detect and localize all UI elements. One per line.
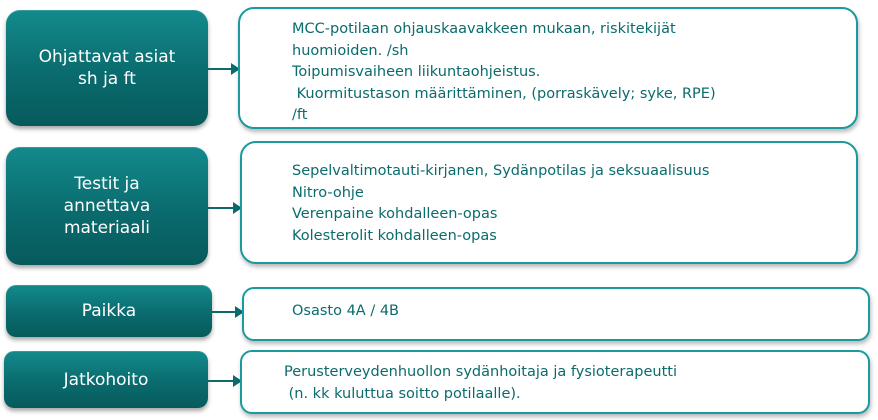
label-box-ohjattavat-asiat <box>6 10 208 126</box>
label-text: Ohjattavat asiat sh ja ft <box>38 47 176 89</box>
content-line: huomioiden. /sh <box>292 42 409 59</box>
content-line: (n. kk kuluttua soitto potilaalle). <box>284 385 521 402</box>
content-box-jatkohoito <box>240 350 870 414</box>
content-line: Sepelvaltimotauti-kirjanen, Sydänpotilas ja seksuaalisuus <box>292 163 710 179</box>
arrow-right-icon <box>212 311 242 313</box>
content-line: Toipumisvaiheen liikuntaohjeistus. <box>292 64 541 80</box>
content-line: Perusterveydenhuollon sydänhoitaja ja fysioterapeutti <box>284 364 677 380</box>
content-box-testit-materiaali <box>240 141 858 264</box>
content-line: Kuormitustason määrittäminen, (porraskävely; syke, RPE) <box>292 85 716 102</box>
content-line: Kolesterolit kohdalleen-opas <box>292 227 497 244</box>
label-text: Testit ja annettava materiaali <box>63 174 151 238</box>
label-box-jatkohoito <box>4 351 208 408</box>
content-line: MCC-potilaan ohjauskaavakkeen mukaan, riskitekijät <box>292 21 676 37</box>
content-line: /ft <box>292 107 308 123</box>
content-line: Verenpaine kohdalleen-opas <box>292 206 498 222</box>
label-box-testit-materiaali <box>6 147 208 265</box>
label-text: Paikka <box>81 301 137 321</box>
content-box-ohjattavat-asiat <box>238 7 858 129</box>
content-line: Osasto 4A / 4B <box>292 303 399 319</box>
arrow-right-icon <box>208 68 238 70</box>
content-line: Nitro-ohje <box>292 184 364 201</box>
content-box-paikka <box>242 287 870 341</box>
arrow-right-icon <box>208 380 240 382</box>
arrow-right-icon <box>208 207 240 209</box>
label-box-paikka <box>6 285 212 337</box>
label-text: Jatkohoito <box>63 369 149 390</box>
